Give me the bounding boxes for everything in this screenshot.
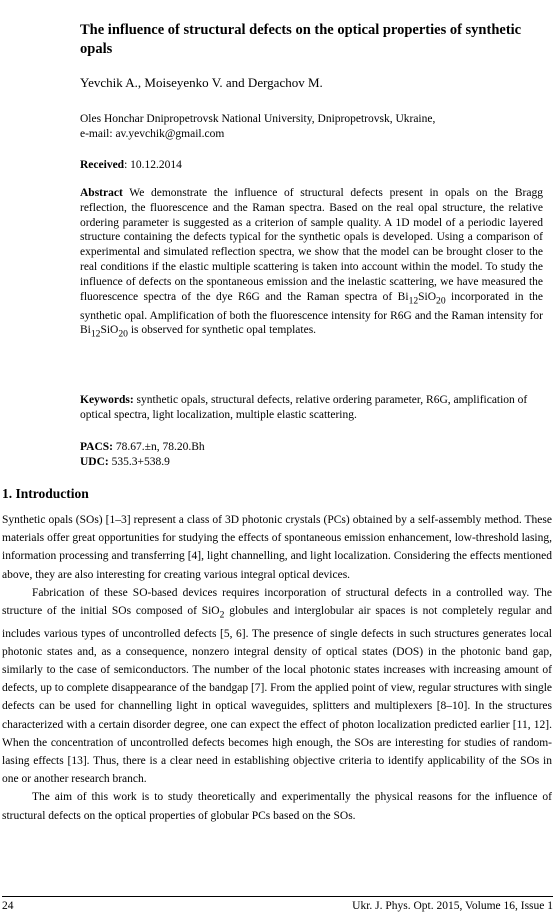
received-label: Received (80, 159, 125, 171)
abstract-label: Abstract (80, 187, 123, 199)
affiliation: Oles Honchar Dnipropetrovsk National University, Dnipropetrovsk, Ukraine, (80, 113, 436, 125)
keywords-text: synthetic opals, structural defects, relative ordering parameter, R6G, amplification of optical spectra, light localization, multiple elastic scattering. (80, 394, 528, 421)
paragraph (2, 584, 552, 789)
email-address: av.yevchik@gmail.com (115, 127, 225, 140)
paragraph-text: Fabrication of these SO-based devices requires incorporation of structural defects in a controlled way. The structure of the initial SOs composed of SiO (2, 586, 552, 618)
keywords-label: Keywords: (80, 394, 134, 406)
subscript: 20 (436, 294, 446, 306)
page-number: 24 (2, 900, 14, 912)
journal-citation: Ukr. J. Phys. Opt. 2015, Volume 16, Issue 1 (352, 900, 553, 912)
udc-line (80, 455, 205, 470)
classification (80, 440, 205, 470)
paragraph: The aim of this work is to study theoretically and experimentally the physical reasons for the influence of structural defects on the optical properties of globular PCs based on the SOs. (2, 791, 552, 822)
affiliation-block (80, 112, 540, 141)
authors: Yevchik A., Moiseyenko V. and Dergachov M. (80, 75, 323, 90)
paragraph: Synthetic opals (SOs) [1–3] represent a class of 3D photonic crystals (PCs) obtained by a self-assembly method. These materials offer great opportunities for studying the effects of spontaneous emission enhancement, low-threshold lasing, information processing and transferring [4], light channelling, and light localization. Considering the effects mentioned above, they are also interesting for creating various integral optical devices. (2, 514, 552, 581)
abstract-text: SiO (418, 290, 437, 303)
subscript: 20 (118, 328, 128, 340)
paragraph-text: globules and interglobular air spaces is not completely regular and includes various types of uncontrolled defects [5, 6]. The presence of single defects in such structures generates local photonic states and, as a consequence, nonzero integral density of optical states (DOS) in the photonic band gap, similarly to the case of semiconductors. The number of the local photonic states increases with increasing amount of defects, up to complete disappearance of the bandgap [7]. From the applied point of view, regular structures with single defects can be used for channelling light in optical waveguides, splitters and multiplexers [8–10]. In the structures characterized with a certain disorder degree, one can expect the effect of photon localization predicted earlier [11, 12]. When the concentration of uncontrolled defects becomes high enough, the SOs are interesting for studies of random-lasing effects [13]. Thus, there is a clear need in establishing objective criteria to identify applicability of the SOs in one or another research branch. (2, 605, 552, 786)
received-date: : 10.12.2014 (124, 159, 182, 171)
pacs-label: PACS: (80, 441, 114, 453)
introduction-body (2, 511, 552, 825)
footer-rule (2, 896, 553, 897)
pacs-line (80, 440, 205, 455)
email-line (80, 127, 540, 142)
email-label: e-mail: (80, 127, 116, 140)
subscript: 12 (90, 328, 101, 340)
abstract-text: incorporated in the synthetic opal. Amplification of both the fluorescence intensity for R6G and the Raman intensity for Bi (80, 290, 544, 337)
abstract (80, 186, 543, 343)
keywords (80, 393, 543, 423)
section-heading: 1. Introduction (2, 486, 89, 501)
udc-codes: 535.3+538.9 (108, 455, 170, 468)
subscript: 2 (219, 609, 225, 621)
udc-label: UDC: (80, 455, 109, 468)
subscript: 12 (408, 294, 419, 306)
abstract-text: We demonstrate the influence of structural defects present in opals on the Bragg reflection, the fluorescence and the Raman spectra. Based on the real opal structure, the relative ordering parameter is suggested as a criterion of sample quality. A 1D model of a periodic layered structure containing the defects typical for the synthetic opals is developed. Using a comparison of experimental and simulated reflection spectra, we show that the model can be brought closer to the real conditions if the elastic multiple scattering is taken into account within the model. To study the influence of defects on the spontaneous emission and the inelastic scattering, we have measured the fluorescence spectra of the dye R6G and the Raman spectra of Bi (80, 187, 543, 303)
abstract-text: is observed for synthetic opal templates. (127, 324, 317, 337)
received-line (80, 158, 182, 172)
abstract-text: SiO (100, 324, 119, 337)
paper-title: The influence of structural defects on the optical properties of synthetic opals (80, 22, 522, 57)
pacs-codes: 78.67.±n, 78.20.Bh (113, 441, 205, 453)
